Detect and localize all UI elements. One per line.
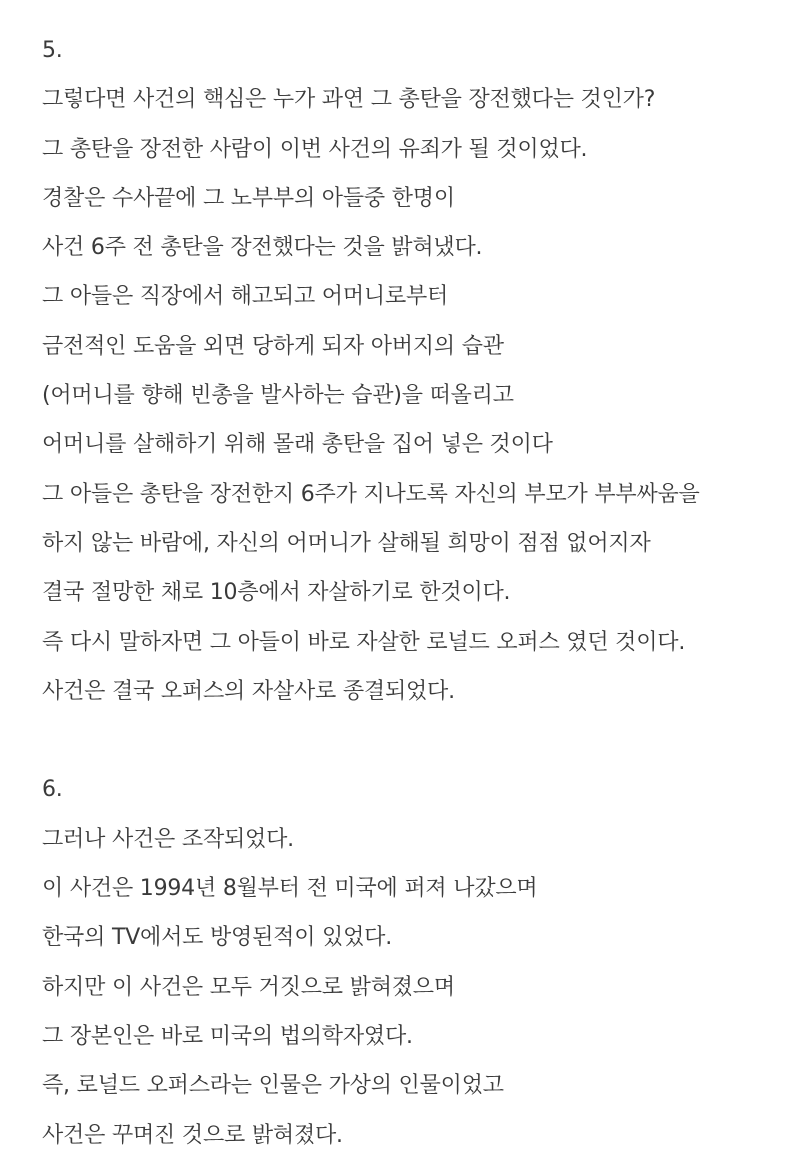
- paragraph-line: 결국 절망한 채로 10층에서 자살하기로 한것이다.: [42, 580, 511, 606]
- paragraph-line: 하지만 이 사건은 모두 거짓으로 밝혀졌으며: [42, 974, 455, 1000]
- article-body: [42, 26, 782, 1160]
- paragraph-line: (어머니를 향해 빈총을 발사하는 습관)을 떠올리고: [42, 383, 514, 409]
- paragraph-line: 사건은 꾸며진 것으로 밝혀졌다.: [42, 1122, 343, 1148]
- paragraph-line: 즉, 로널드 오퍼스라는 인물은 가상의 인물이었고: [42, 1073, 504, 1099]
- paragraph-line: 금전적인 도움을 외면 당하게 되자 아버지의 습관: [42, 333, 504, 359]
- paragraph-line: 이 사건은 1994년 8월부터 전 미국에 퍼져 나갔으며: [42, 876, 538, 902]
- paragraph-line: 그러나 사건은 조작되었다.: [42, 826, 294, 852]
- paragraph-line: 그 아들은 직장에서 해고되고 어머니로부터: [42, 284, 449, 310]
- paragraph-line: 한국의 TV에서도 방영된적이 있었다.: [42, 925, 392, 951]
- section-6: [42, 765, 782, 1159]
- paragraph-line: 경찰은 수사끝에 그 노부부의 아들중 한명이: [42, 185, 455, 211]
- section-number: 5.: [42, 38, 63, 63]
- paragraph-line: 사건 6주 전 총탄을 장전했다는 것을 밝혀냈다.: [42, 235, 483, 261]
- paragraph-line: 어머니를 살해하기 위해 몰래 총탄을 집어 넣은 것이다: [42, 432, 553, 458]
- section-spacer: [42, 716, 782, 765]
- paragraph-line: 그 아들은 총탄을 장전한지 6주가 지나도록 자신의 부모가 부부싸움을: [42, 481, 700, 507]
- paragraph-line: 그 장본인은 바로 미국의 법의학자였다.: [42, 1023, 413, 1049]
- paragraph-line: 하지 않는 바람에, 자신의 어머니가 살해될 희망이 점점 없어지자: [42, 530, 651, 556]
- paragraph-line: 그 총탄을 장전한 사람이 이번 사건의 유죄가 될 것이었다.: [42, 136, 588, 162]
- paragraph-line: 즉 다시 말하자면 그 아들이 바로 자살한 로널드 오퍼스 였던 것이다.: [42, 629, 686, 655]
- section-number: 6.: [42, 777, 63, 803]
- section-5: [42, 26, 782, 716]
- paragraph-line: 그렇다면 사건의 핵심은 누가 과연 그 총탄을 장전했다는 것인가?: [42, 87, 656, 113]
- paragraph-line: 사건은 결국 오퍼스의 자살사로 종결되었다.: [42, 678, 455, 704]
